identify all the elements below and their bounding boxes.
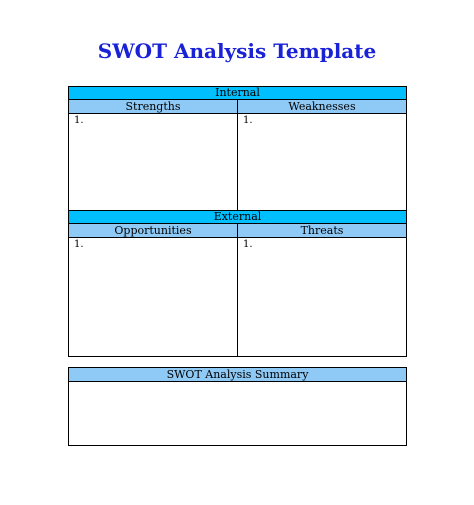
weaknesses-item-number: 1. xyxy=(243,115,253,126)
external-section xyxy=(68,210,407,357)
opportunities-item-number: 1. xyxy=(74,239,84,250)
opportunities-header: Opportunities xyxy=(69,224,238,238)
weaknesses-cell[interactable] xyxy=(238,114,407,211)
external-band: External xyxy=(69,211,407,224)
summary-header: SWOT Analysis Summary xyxy=(69,368,407,382)
internal-band: Internal xyxy=(69,87,407,100)
threats-cell[interactable] xyxy=(238,238,407,357)
threats-header: Threats xyxy=(238,224,407,238)
opportunities-cell[interactable] xyxy=(69,238,238,357)
page-title: SWOT Analysis Template xyxy=(97,39,377,63)
strengths-header: Strengths xyxy=(69,100,238,114)
strengths-item-number: 1. xyxy=(74,115,84,126)
summary-section xyxy=(68,367,407,446)
threats-item-number: 1. xyxy=(243,239,253,250)
summary-cell[interactable] xyxy=(69,382,407,446)
internal-section xyxy=(68,86,407,211)
strengths-cell[interactable] xyxy=(69,114,238,211)
weaknesses-header: Weaknesses xyxy=(238,100,407,114)
